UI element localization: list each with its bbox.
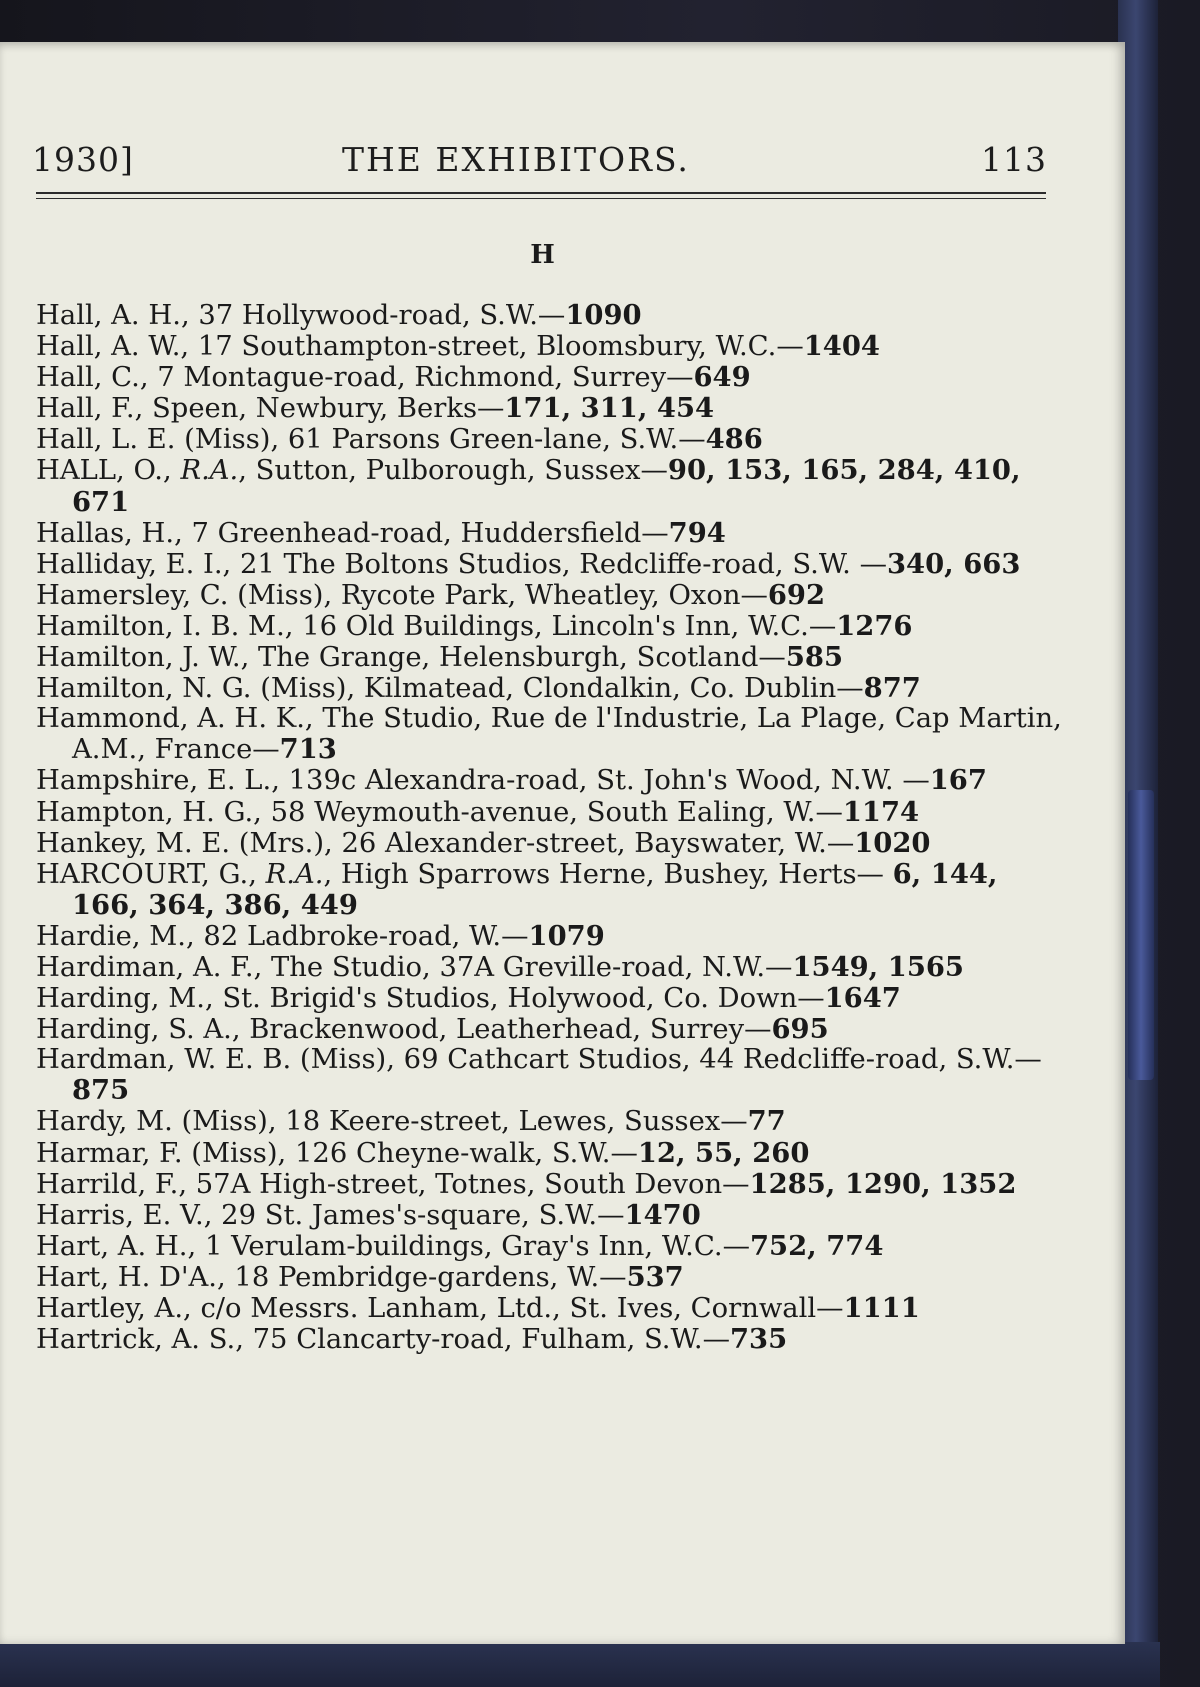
exhibit-numbers: 1079: [528, 919, 605, 952]
exhibit-numbers: 77: [747, 1105, 786, 1138]
exhibitor-name: Hall, C.,: [36, 362, 149, 394]
exhibitor-entry: [36, 1045, 1066, 1106]
exhibitor-entry: [36, 518, 1066, 549]
exhibitor-name: Hartley, A.,: [36, 1293, 192, 1324]
exhibitor-address: The Studio, Rue de l'Industrie, La Plage, Cap Martin, A.M., France—: [72, 703, 1062, 766]
exhibitor-name: Hampton, H. G.,: [36, 796, 262, 828]
exhibitor-entry: [36, 642, 1066, 673]
exhibit-numbers: 752, 774: [749, 1229, 884, 1262]
exhibit-numbers: 1647: [824, 982, 901, 1015]
exhibitor-list: [36, 300, 1066, 1355]
exhibitor-entry: [36, 1200, 1066, 1231]
book-cover-bottom: [0, 1642, 1160, 1687]
exhibit-numbers: 340, 663: [886, 547, 1021, 580]
exhibit-numbers: 585: [785, 641, 844, 674]
exhibitor-name: Hart, A. H.,: [36, 1230, 197, 1262]
exhibitor-entry: [36, 611, 1066, 642]
exhibitor-entry: [36, 1262, 1066, 1293]
exhibitor-name: Hammond, A. H. K.,: [36, 703, 314, 735]
exhibitor-entry: [36, 424, 1066, 455]
exhibitor-address: 29 St. James's-square, S.W.—: [212, 1199, 625, 1231]
exhibitor-entry: [36, 1231, 1066, 1262]
exhibitor-name: Halliday, E. I.,: [36, 548, 232, 580]
header-rule: [36, 192, 1046, 194]
exhibitor-address: 139c Alexandra-road, St. John's Wood, N.W. —: [279, 765, 930, 797]
exhibitor-address: 26 Alexander-street, Bayswater, W.—: [332, 827, 855, 859]
exhibitor-address: 69 Cathcart Studios, 44 Redcliffe-road, S.W.—: [394, 1044, 1042, 1076]
exhibit-numbers: 1549, 1565: [792, 950, 964, 983]
exhibitor-name: Hallas, H.,: [36, 517, 183, 549]
exhibit-numbers: 1470: [624, 1198, 701, 1231]
exhibitor-entry: [36, 859, 1066, 921]
exhibit-numbers: 6, 144, 166, 364, 386, 449: [72, 857, 998, 921]
exhibitor-name: Harding, S. A.,: [36, 1014, 241, 1046]
exhibitor-address: 75 Clancarty-road, Fulham, S.W.—: [243, 1324, 730, 1356]
exhibitor-name: Hamilton, I. B. M.,: [36, 610, 294, 642]
exhibitor-name: Hart, H. D'A.,: [36, 1261, 226, 1293]
running-head: [32, 140, 1047, 190]
exhibit-numbers: 1111: [843, 1292, 920, 1324]
exhibitor-name: Hall, A. H.,: [36, 300, 190, 331]
exhibitor-name: Hankey, M. E. (Mrs.),: [36, 827, 333, 859]
exhibitor-name: HALL, O.,: [36, 455, 172, 487]
exhibit-numbers: 1404: [803, 330, 880, 363]
exhibitor-entry: [36, 1106, 1066, 1137]
book-page: [0, 42, 1125, 1644]
exhibitor-address: 58 Weymouth-avenue, South Ealing, W.—: [261, 796, 843, 828]
exhibit-numbers: 1285, 1290, 1352: [749, 1167, 1017, 1200]
exhibitor-title: R.A.: [256, 858, 324, 890]
exhibitor-address: 17 Southampton-street, Bloomsbury, W.C.—: [189, 331, 804, 363]
exhibitor-address: 7 Greenhead-road, Huddersfield—: [182, 517, 669, 549]
exhibitor-entry: [36, 300, 1066, 331]
exhibitor-address: 21 The Boltons Studios, Redcliffe-road, S.W. —: [231, 548, 887, 580]
exhibitor-address: 18 Pembridge-gardens, W.—: [225, 1261, 627, 1293]
exhibitor-name: Hardie, M.,: [36, 920, 195, 952]
exhibitor-entry: [36, 549, 1066, 580]
exhibit-numbers: 1174: [842, 795, 920, 828]
exhibitor-entry: [36, 673, 1066, 704]
exhibitor-entry: [36, 797, 1066, 828]
exhibitor-entry: [36, 393, 1066, 424]
exhibitor-entry: [36, 921, 1066, 952]
exhibitor-name: Hall, F.,: [36, 393, 144, 425]
exhibit-numbers: 171, 311, 454: [504, 392, 715, 425]
bookmark-ribbon: [1128, 790, 1154, 1080]
exhibit-numbers: 1020: [854, 826, 931, 859]
page-number: 113: [981, 140, 1047, 179]
exhibitor-name: Harrild, F.,: [36, 1168, 188, 1200]
exhibit-numbers: 735: [729, 1323, 788, 1356]
exhibitor-entry: [36, 983, 1066, 1014]
exhibitor-entry: [36, 1293, 1066, 1324]
exhibitor-entry: [36, 1138, 1066, 1169]
exhibitor-name: Hardy, M. (Miss),: [36, 1106, 277, 1138]
exhibit-numbers: 695: [771, 1013, 829, 1046]
exhibitor-name: Harmar, F. (Miss),: [36, 1137, 287, 1169]
exhibitor-entry: [36, 952, 1066, 983]
exhibitor-name: Harding, M.,: [36, 983, 214, 1015]
exhibitor-address: 1 Verulam-buildings, Gray's Inn, W.C.—: [196, 1230, 750, 1262]
exhibit-numbers: 692: [767, 578, 826, 611]
exhibitor-address: Speen, Newbury, Berks—: [143, 393, 505, 425]
exhibitor-name: Hamersley, C. (Miss),: [36, 579, 333, 611]
exhibitor-address: 82 Ladbroke-road, W.—: [194, 920, 529, 952]
exhibitor-address: 18 Keere-street, Lewes, Sussex—: [276, 1106, 748, 1138]
exhibitor-address: 16 Old Buildings, Lincoln's Inn, W.C.—: [293, 610, 837, 642]
exhibitor-address: 57A High-street, Totnes, South Devon—: [187, 1168, 750, 1200]
exhibitor-address: 126 Cheyne-walk, S.W.—: [286, 1137, 638, 1169]
exhibit-numbers: 649: [693, 361, 751, 394]
exhibitor-entry: [36, 1169, 1066, 1200]
exhibitor-address: , High Sparrows Herne, Bushey, Herts—: [323, 858, 893, 890]
exhibit-numbers: 1090: [565, 299, 642, 331]
exhibitor-entry: [36, 1014, 1066, 1045]
exhibit-numbers: 12, 55, 260: [637, 1136, 810, 1169]
exhibitor-entry: [36, 828, 1066, 859]
exhibit-numbers: 875: [72, 1074, 130, 1107]
exhibitor-entry: [36, 580, 1066, 611]
exhibitor-address: c/o Messrs. Lanham, Ltd., St. Ives, Cornwall—: [191, 1293, 844, 1324]
exhibit-numbers: 877: [863, 672, 921, 705]
exhibitor-address: 37 Hollywood-road, S.W.—: [189, 300, 566, 331]
section-letter: H: [530, 240, 555, 270]
exhibitor-name: Hall, A. W.,: [36, 331, 190, 363]
exhibitor-entry: [36, 765, 1066, 796]
exhibitor-address: Kilmatead, Clondalkin, Co. Dublin—: [355, 673, 864, 705]
exhibit-numbers: 1276: [836, 609, 913, 642]
header-year: 1930]: [32, 140, 134, 179]
exhibitor-entry: [36, 455, 1066, 517]
exhibitor-address: The Grange, Helensburgh, Scotland—: [249, 642, 786, 674]
exhibit-numbers: 486: [705, 423, 763, 456]
exhibitor-entry: [36, 331, 1066, 362]
exhibit-numbers: 794: [668, 516, 726, 549]
exhibitor-name: Harris, E. V.,: [36, 1199, 213, 1231]
exhibit-numbers: 90, 153, 165, 284, 410, 671: [72, 454, 1021, 518]
exhibitor-name: Hall, L. E. (Miss),: [36, 424, 280, 456]
exhibitor-name: Hardiman, A. F.,: [36, 951, 263, 983]
header-rule-thin: [36, 198, 1046, 199]
exhibit-numbers: 713: [279, 733, 337, 766]
exhibitor-name: Hamilton, N. G. (Miss),: [36, 673, 356, 705]
exhibitor-name: Hartrick, A. S.,: [36, 1324, 244, 1356]
exhibitor-address: Rycote Park, Wheatley, Oxon—: [332, 579, 768, 611]
exhibitor-name: Hampshire, E. L.,: [36, 765, 280, 797]
exhibitor-entry: [36, 704, 1066, 765]
exhibitor-address: 61 Parsons Green-lane, S.W.—: [279, 424, 706, 456]
exhibitor-title: R.A.: [171, 455, 239, 487]
exhibitor-name: HARCOURT, G.,: [36, 858, 257, 890]
exhibitor-name: Hardman, W. E. B. (Miss),: [36, 1044, 395, 1076]
header-title: THE EXHIBITORS.: [342, 140, 690, 179]
exhibit-numbers: 167: [929, 764, 987, 797]
exhibit-numbers: 537: [626, 1260, 684, 1293]
exhibitor-address: 7 Montague-road, Richmond, Surrey—: [148, 362, 694, 394]
exhibitor-address: St. Brigid's Studios, Holywood, Co. Down—: [213, 983, 825, 1015]
exhibitor-entry: [36, 362, 1066, 393]
exhibitor-name: Hamilton, J. W.,: [36, 642, 250, 674]
exhibitor-address: The Studio, 37A Greville-road, N.W.—: [262, 951, 793, 983]
exhibitor-address: Brackenwood, Leatherhead, Surrey—: [240, 1014, 772, 1046]
exhibitor-address: , Sutton, Pulborough, Sussex—: [238, 455, 668, 487]
exhibitor-entry: [36, 1324, 1066, 1355]
